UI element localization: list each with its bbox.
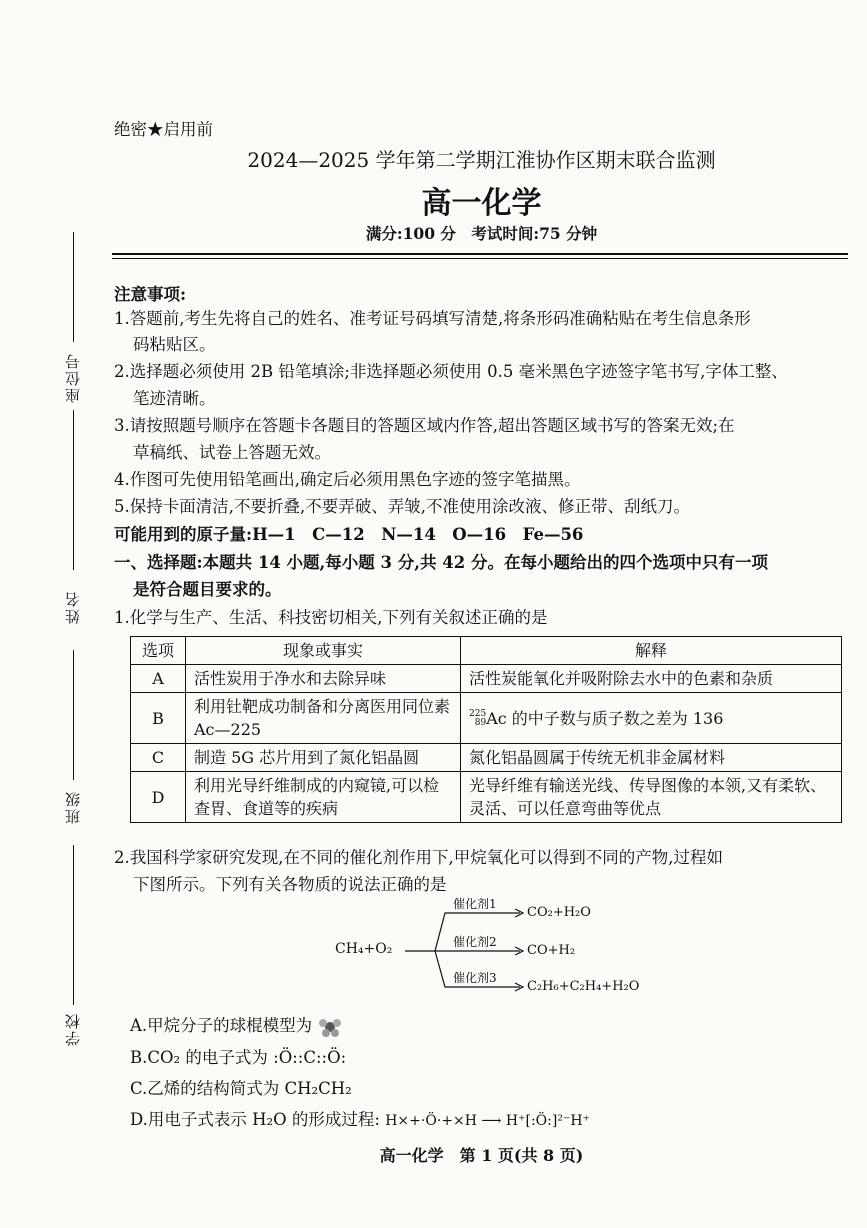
table-header-row xyxy=(131,637,842,665)
q2-option-c: C.乙烯的结构简式为 CH₂CH₂ xyxy=(130,1079,352,1098)
row-fact: 制造 5G 芯片用到了氮化铝晶圆 xyxy=(186,744,461,772)
header-option: 选项 xyxy=(131,637,186,665)
row-explain-text: Ac 的中子数与质子数之差为 136 xyxy=(486,708,724,728)
row-fact: 利用钍靶成功制备和分离医用同位素 Ac—225 xyxy=(186,693,461,744)
row-explain: 活性炭能氧化并吸附除去水中的色素和杂质 xyxy=(461,665,842,693)
note-1-cont: 码粘贴区。 xyxy=(133,335,216,354)
option-b-text: B.CO₂ 的电子式为 xyxy=(130,1048,268,1067)
header-rule-thick xyxy=(112,253,848,255)
exam-title: 2024—2025 学年第二学期江淮协作区期末联合监测 xyxy=(247,148,716,172)
row-option: B xyxy=(131,693,186,744)
option-d-text: D.用电子式表示 H₂O 的形成过程: xyxy=(130,1110,380,1129)
row-option: D xyxy=(131,772,186,823)
option-a-text: A.甲烷分子的球棍模型为 xyxy=(130,1016,313,1035)
q2-stem-2: 下图所示。下列有关各物质的说法正确的是 xyxy=(133,875,447,894)
product-2: CO+H₂ xyxy=(527,943,576,958)
side-line-2 xyxy=(73,410,74,570)
section1-line2: 是符合题目要求的。 xyxy=(133,580,282,599)
row-explain: 光导纤维有输送光线、传导图像的本领,又有柔软、灵活、可以任意弯曲等优点 xyxy=(461,772,842,823)
section1-line1: 一、选择题:本题共 14 小题,每小题 3 分,共 42 分。在每小题给出的四个选项中只有一项 xyxy=(114,553,768,572)
row-fact: 活性炭用于净水和去除异味 xyxy=(186,665,461,693)
side-line-4 xyxy=(73,845,74,1005)
q2-option-b xyxy=(130,1044,346,1068)
note-2-cont: 笔迹清晰。 xyxy=(133,389,216,408)
subject-title: 高一化学 xyxy=(421,186,542,221)
row-explain: 氮化铝晶圆属于传统无机非金属材料 xyxy=(461,744,842,772)
table-row xyxy=(131,772,842,823)
name-label: 姓名 xyxy=(64,590,82,624)
q1-stem: 1.化学与生产、生活、科技密切相关,下列有关叙述正确的是 xyxy=(114,608,548,627)
option-b-formula: :Ö::C::Ö: xyxy=(273,1048,347,1067)
school-label: 学校 xyxy=(64,1012,82,1046)
q2-option-a xyxy=(130,1012,343,1038)
q1-table xyxy=(130,636,842,823)
atomic-masses: 可能用到的原子量:H—1 C—12 N—14 O—16 Fe—56 xyxy=(114,525,584,544)
row-option: A xyxy=(131,665,186,693)
q2-stem-1: 2.我国科学家研究发现,在不同的催化剂作用下,甲烷氧化可以得到不同的产物,过程如 xyxy=(114,848,723,867)
catalyst-2: 催化剂2 xyxy=(453,935,497,949)
catalyst-1: 催化剂1 xyxy=(453,897,497,911)
q2-option-d xyxy=(130,1106,590,1130)
reactant: CH₄+O₂ xyxy=(335,941,393,957)
note-3: 3.请按照题号顺序在答题卡各题目的答题区域内作答,超出答题区域书写的答案无效;在 xyxy=(114,416,735,435)
row-option: C xyxy=(131,744,186,772)
product-1: CO₂+H₂O xyxy=(527,905,591,920)
secret-label: 绝密★启用前 xyxy=(114,120,213,139)
row-fact: 利用光导纤维制成的内窥镜,可以检查胃、食道等的疾病 xyxy=(186,772,461,823)
product-3: C₂H₆+C₂H₄+H₂O xyxy=(527,979,640,994)
note-2: 2.选择题必须使用 2B 铅笔填涂;非选择题必须使用 0.5 毫米黑色字迹签字笔书写,字体工整、 xyxy=(114,362,788,381)
mass-number: 225 xyxy=(469,709,487,719)
class-label: 班级 xyxy=(64,790,82,824)
header-rule-thin xyxy=(112,258,848,259)
note-3-cont: 草稿纸、试卷上答题无效。 xyxy=(133,443,331,462)
header-explain: 解释 xyxy=(461,637,842,665)
row-explain xyxy=(461,693,842,744)
exam-info: 满分:100 分 考试时间:75 分钟 xyxy=(365,224,598,243)
note-1: 1.答题前,考生先将自己的姓名、准考证号码填写清楚,将条形码准确粘贴在考生信息条形 xyxy=(114,309,751,328)
page-footer: 高一化学 第 1 页(共 8 页) xyxy=(379,1146,584,1165)
note-5: 5.保持卡面清洁,不要折叠,不要弄破、弄皱,不准使用涂改液、修正带、刮纸刀。 xyxy=(114,497,690,516)
atomic-number: 89 xyxy=(474,718,487,728)
option-d-formula: H×+·Ö·+×H ⟶ H⁺[:Ö:]²⁻H⁺ xyxy=(385,1113,590,1129)
header-fact: 现象或事实 xyxy=(186,637,461,665)
table-row xyxy=(131,693,842,744)
seat-label: 座位号 xyxy=(64,352,82,403)
reaction-scheme xyxy=(335,893,655,1003)
table-row xyxy=(131,744,842,772)
ball-stick-model-icon xyxy=(317,1016,343,1038)
table-row xyxy=(131,665,842,693)
side-line-1 xyxy=(73,232,74,342)
note-4: 4.作图可先使用铅笔画出,确定后必须用黑色字迹的签字笔描黑。 xyxy=(114,470,581,489)
notes-title: 注意事项: xyxy=(114,285,187,304)
catalyst-3: 催化剂3 xyxy=(453,971,497,985)
side-line-3 xyxy=(73,650,74,780)
